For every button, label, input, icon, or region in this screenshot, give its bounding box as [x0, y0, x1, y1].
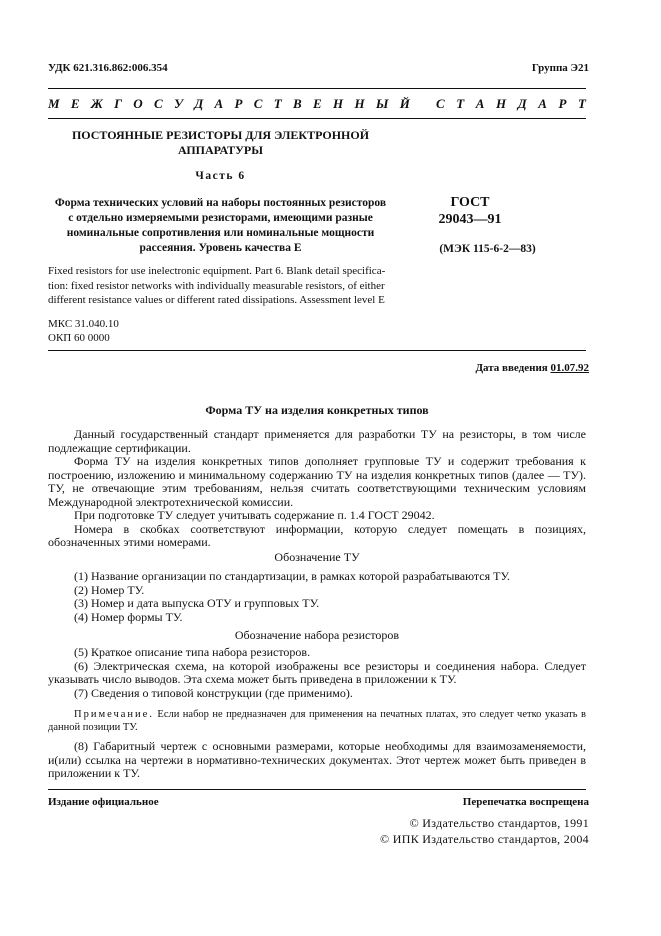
- banner-right-letter: Т: [456, 96, 465, 111]
- banner-left-letter: О: [133, 96, 143, 111]
- introduction-date: [475, 362, 589, 374]
- banner-left-letter: С: [253, 96, 263, 111]
- banner-left-letter: Ы: [375, 96, 389, 111]
- banner-right-letter: Д: [517, 96, 527, 111]
- list-item: (3) Номер и дата выпуска ОТУ и групповых ТУ.: [74, 596, 320, 610]
- list-item: (2) Номер ТУ.: [74, 582, 145, 597]
- item-8-text: (8) Габаритный чертеж с основными размерами, которые необходимы для взаимозаменяемости, и(или) ссылка на чертежи в нормативно-технических документах. Этот чертеж может быть приведен в приложении к ТУ.: [48, 739, 586, 780]
- english-line-3: different resistance values or different rated dissipations. Assessment level E: [48, 294, 385, 306]
- banner-left-letter: В: [293, 96, 302, 111]
- list-item: (6) Электрическая схема, на которой изображены все резисторы и соединения набора. Следует указывать число выводов. Эта схема может быть приведена в приложении к ТУ.: [48, 658, 586, 686]
- copyright-2004: © ИПК Издательство стандартов, 2004: [380, 832, 589, 846]
- section-title: Форма ТУ на изделия конкретных типов: [205, 403, 429, 417]
- official-edition: Издание официальное: [48, 796, 159, 808]
- banner-right-letter: А: [475, 96, 485, 111]
- banner-left-letter: Н: [333, 96, 344, 111]
- classification-codes: [48, 318, 119, 345]
- header-bottom-rule: [48, 350, 586, 351]
- banner-right-letter: А: [538, 96, 547, 111]
- banner-right-letter: Р: [558, 96, 567, 111]
- item-8: [48, 740, 586, 781]
- list-item: (4) Номер формы ТУ.: [74, 609, 183, 624]
- date-label: Дата введения: [475, 362, 551, 374]
- banner-right-letter: Н: [496, 96, 507, 111]
- iec-reference: (МЭК 115-6-2—83): [439, 243, 536, 255]
- subtitle-line-1: Форма технических условий на наборы постоянных резисторов: [54, 197, 387, 209]
- set-designation-heading: Обозначение набора резисторов: [234, 628, 400, 642]
- banner-right-letter: Т: [577, 96, 586, 111]
- list-item: (7) Сведения о типовой конструкции (где применимо).: [74, 685, 353, 700]
- banner-rule: [48, 118, 586, 119]
- paragraph-1: Данный государственный стандарт применяется для разработки ТУ на резисторы, в том числе подлежащие сертификации.: [48, 427, 586, 455]
- date-value: 01.07.92: [550, 362, 589, 374]
- top-rule: [48, 88, 586, 89]
- footer-rule: [48, 789, 586, 790]
- udk-code: УДК 621.316.862:006.354: [48, 62, 168, 74]
- note-text: Если набор не предназначен для применения на печатных платах, это следует четко указать в данной позиции ТУ.: [48, 709, 586, 733]
- banner-left-letter: Е: [70, 96, 80, 111]
- banner-right-letter: С: [436, 96, 445, 111]
- banner-left-letter: С: [153, 96, 163, 111]
- english-title: [48, 264, 393, 308]
- banner-left-letter: А: [214, 96, 224, 111]
- subtitle-line-3: номинальные сопротивления или номинальные мощности: [66, 227, 375, 239]
- title-line-2: АППАРАТУРЫ: [177, 143, 264, 157]
- banner-left-letter: У: [173, 96, 184, 111]
- banner-left-letter: Т: [273, 96, 282, 111]
- list-item: (1) Название организации по стандартизации, в рамках которой разрабатываются ТУ.: [74, 569, 511, 583]
- english-line-2: tion: fixed resistor networks with individually measurable resistors, of either: [48, 279, 385, 292]
- banner-left-letter: Р: [234, 96, 243, 111]
- gost-designation: [410, 194, 530, 228]
- group-code: Группа Э21: [531, 62, 589, 74]
- banner-left-letter: Н: [354, 96, 365, 111]
- set-designation-list: [48, 646, 586, 700]
- subtitle-line-4: рассеяния. Уровень качества E: [139, 242, 302, 254]
- banner-left-letter: Е: [313, 96, 322, 111]
- designation-heading: Обозначение ТУ: [274, 550, 360, 564]
- banner-left-letter: Ж: [90, 96, 103, 111]
- banner-left-letter: Д: [194, 96, 204, 111]
- paragraph-4: Номера в скобках соответствуют информации, которую следует помещать в позициях, обозначенных этими номерами.: [48, 521, 586, 549]
- document-subtitle: [48, 196, 393, 256]
- reprint-prohibited: Перепечатка воспрещена: [462, 796, 589, 808]
- gost-label: ГОСТ: [450, 195, 490, 210]
- banner-left-letter: Й: [399, 96, 410, 111]
- intro-paragraphs: [48, 428, 586, 550]
- standard-banner: [48, 96, 586, 112]
- note-label: Примечание.: [74, 709, 154, 720]
- english-line-1: Fixed resistors for use inelectronic equipment. Part 6. Blank detail specifica-: [48, 265, 386, 277]
- gost-number: 29043—91: [438, 212, 502, 227]
- document-title: [48, 128, 393, 158]
- copyright-1991: © Издательство стандартов, 1991: [409, 816, 589, 830]
- title-line-1: ПОСТОЯННЫЕ РЕЗИСТОРЫ ДЛЯ ЭЛЕКТРОННОЙ: [71, 128, 370, 142]
- subtitle-line-2: с отдельно измеряемыми резисторами, имеющими разные: [68, 212, 373, 224]
- banner-left-letter: М: [48, 96, 60, 111]
- part-label: Часть 6: [195, 170, 246, 182]
- mks-code: МКС 31.040.10: [48, 318, 119, 330]
- banner-left-letter: Г: [114, 96, 122, 111]
- note: [48, 708, 586, 734]
- paragraph-3: При подготовке ТУ следует учитывать содержание п. 1.4 ГОСТ 29042.: [74, 508, 435, 522]
- paragraph-2: Форма ТУ на изделия конкретных типов дополняет групповые ТУ и содержит требования к построению, изложению и минимальному содержанию ТУ на изделия конкретных типов (далее — ТУ). ТУ, не отвечающие этим требованиям, нельзя считать соответствующими техническим условиям Международной электротехнической комиссии.: [48, 454, 586, 509]
- okp-code: ОКП 60 0000: [48, 331, 110, 344]
- list-item: (5) Краткое описание типа набора резисторов.: [74, 645, 311, 659]
- designation-list: [48, 570, 586, 624]
